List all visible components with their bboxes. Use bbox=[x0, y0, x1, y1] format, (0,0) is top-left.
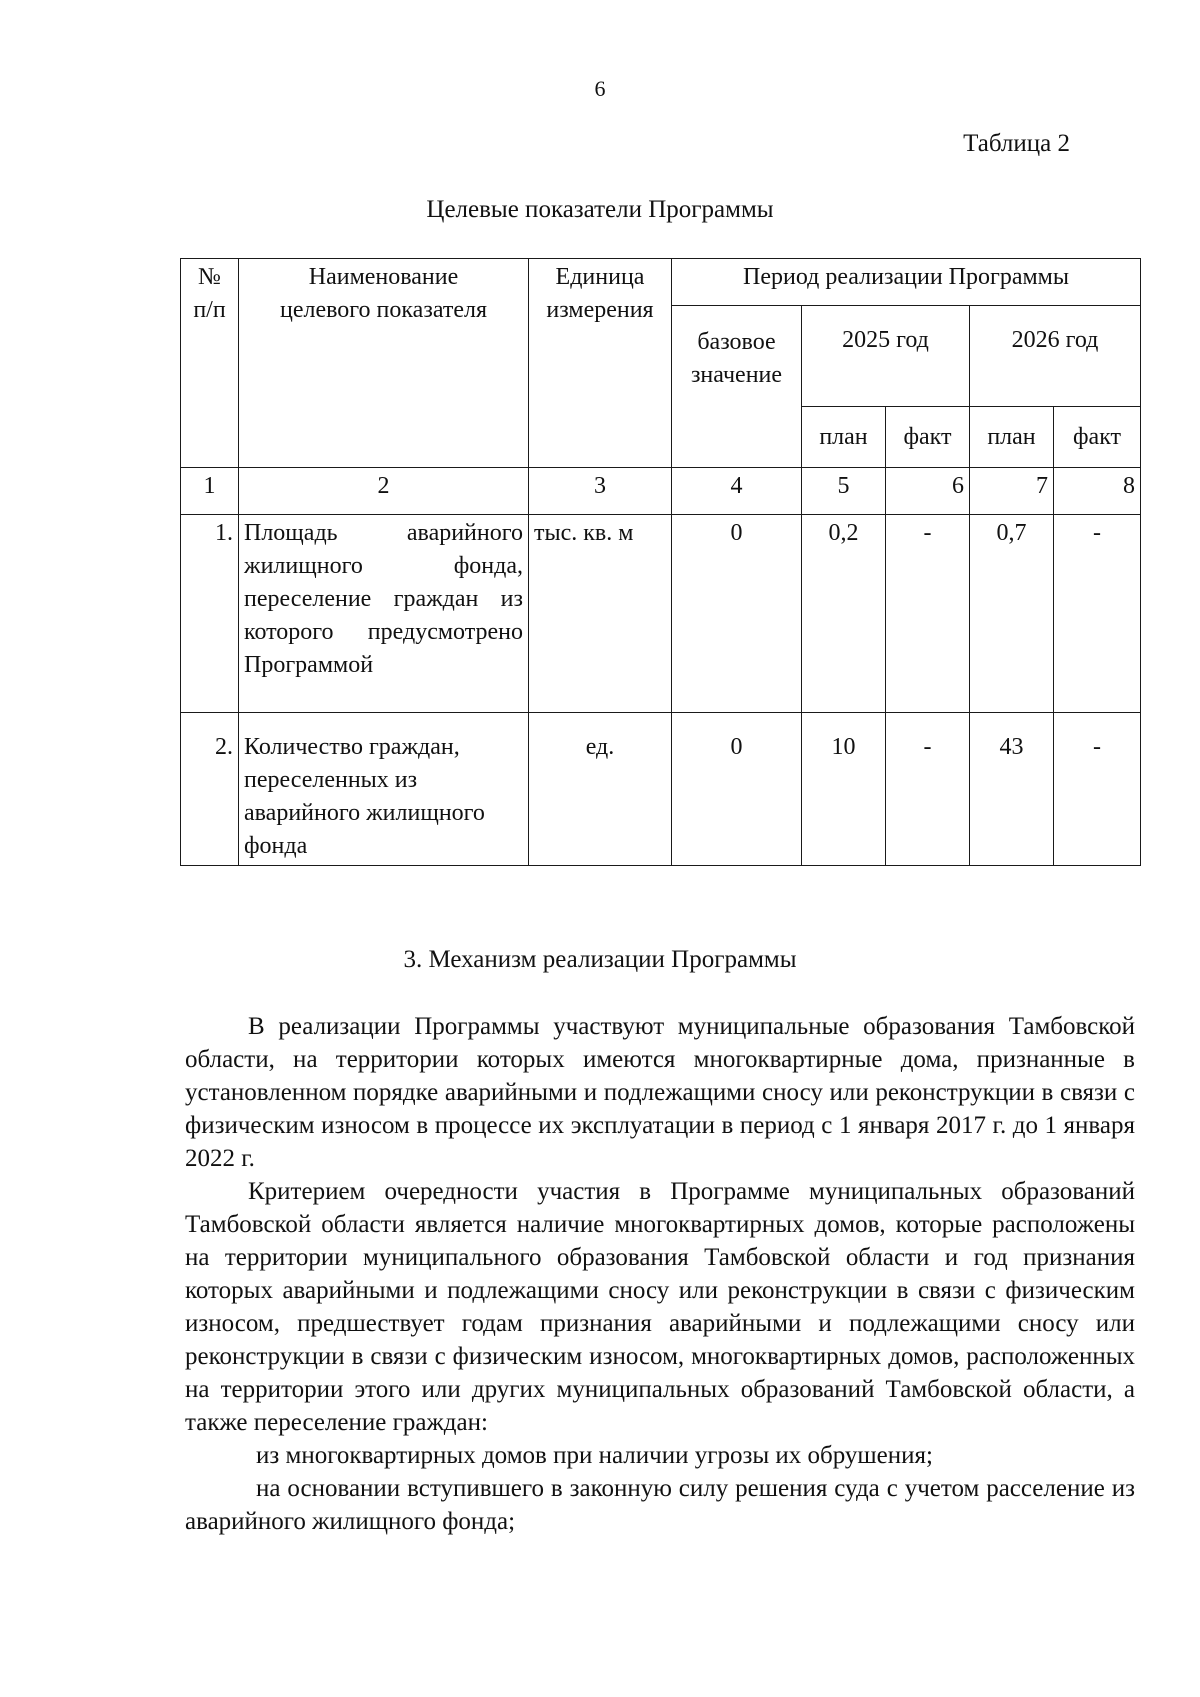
column-number: 6 bbox=[886, 468, 970, 515]
header-year-2026: 2026 год bbox=[970, 306, 1141, 407]
header-num-line2: п/п bbox=[193, 297, 226, 323]
plan-2026: 43 bbox=[970, 713, 1054, 866]
header-fact-2026: факт bbox=[1054, 407, 1141, 468]
header-unit-line2: измерения bbox=[546, 297, 654, 323]
plan-2025: 10 bbox=[802, 713, 886, 866]
header-fact-2025: факт bbox=[886, 407, 970, 468]
table-label: Таблица 2 bbox=[963, 130, 1070, 157]
column-number: 7 bbox=[970, 468, 1054, 515]
column-number: 2 bbox=[239, 468, 529, 515]
header-period: Период реализации Программы bbox=[672, 259, 1141, 306]
base-value: 0 bbox=[672, 515, 802, 713]
paragraph: Критерием очередности участия в Программе муниципальных образований Тамбовской области является наличие многоквартирных домов, которые расположены на территории муниципального образования Тамбовской области и год признания которых аварийными и подлежащими сносу или реконструкции в связи с физическим износом, предшествует годам признания аварийными и подлежащими сносу или реконструкции в связи с физическим износом, многоквартирных домов, расположенных на территории этого или других муниципальных образований Тамбовской области, а также переселение граждан: bbox=[185, 1178, 1135, 1436]
section-heading: 3. Механизм реализации Программы bbox=[403, 946, 797, 973]
indicator-name: Количество граждан, переселенных из аварийного жилищного фонда bbox=[239, 713, 529, 866]
header-num-line1: № bbox=[198, 264, 221, 290]
header-name bbox=[239, 259, 529, 468]
column-number: 8 bbox=[1054, 468, 1141, 515]
header-plan-2025: план bbox=[802, 407, 886, 468]
table-row bbox=[181, 713, 1141, 866]
header-base-line2: значение bbox=[690, 362, 783, 388]
indicator-unit: тыс. кв. м bbox=[529, 515, 672, 713]
header-unit-line1: Единица bbox=[555, 264, 645, 290]
header-num bbox=[181, 259, 239, 468]
plan-2025: 0,2 bbox=[802, 515, 886, 713]
indicator-name: Площадь аварийного жилищного фонда, переселение граждан из которого предусмотрено Программой bbox=[239, 515, 529, 713]
paragraph: В реализации Программы участвуют муниципальные образования Тамбовской области, на территории которых имеются многоквартирные дома, признанные в установленном порядке аварийными и подлежащими сносу или реконструкции в связи с физическим износом в процессе их эксплуатации в период с 1 января 2017 г. до 1 января 2022 г. bbox=[185, 1013, 1135, 1172]
table-header-row bbox=[181, 259, 1141, 306]
paragraph: на основании вступившего в законную силу решения суда с учетом расселение из аварийного жилищного фонда; bbox=[185, 1475, 1135, 1535]
indicators-table bbox=[180, 258, 1141, 866]
body-text bbox=[185, 1010, 1135, 1538]
fact-2025: - bbox=[886, 515, 970, 713]
plan-2026: 0,7 bbox=[970, 515, 1054, 713]
column-number-row bbox=[181, 468, 1141, 515]
column-number: 4 bbox=[672, 468, 802, 515]
header-unit bbox=[529, 259, 672, 468]
fact-2025: - bbox=[886, 713, 970, 866]
row-number: 2. bbox=[181, 713, 239, 866]
header-base bbox=[672, 306, 802, 468]
header-plan-2026: план bbox=[970, 407, 1054, 468]
header-name-line2: целевого показателя bbox=[280, 297, 487, 323]
column-number: 3 bbox=[529, 468, 672, 515]
header-year-2025: 2025 год bbox=[802, 306, 970, 407]
fact-2026: - bbox=[1054, 713, 1141, 866]
fact-2026: - bbox=[1054, 515, 1141, 713]
header-name-line1: Наименование bbox=[308, 264, 459, 290]
row-number: 1. bbox=[181, 515, 239, 713]
table-row bbox=[181, 515, 1141, 713]
column-number: 1 bbox=[181, 468, 239, 515]
header-base-line1: базовое bbox=[697, 329, 776, 355]
base-value: 0 bbox=[672, 713, 802, 866]
indicator-unit: ед. bbox=[529, 713, 672, 866]
table-title: Целевые показатели Программы bbox=[426, 196, 774, 223]
paragraph: из многоквартирных домов при наличии угрозы их обрушения; bbox=[256, 1442, 933, 1469]
column-number: 5 bbox=[802, 468, 886, 515]
page-number: 6 bbox=[594, 76, 606, 101]
